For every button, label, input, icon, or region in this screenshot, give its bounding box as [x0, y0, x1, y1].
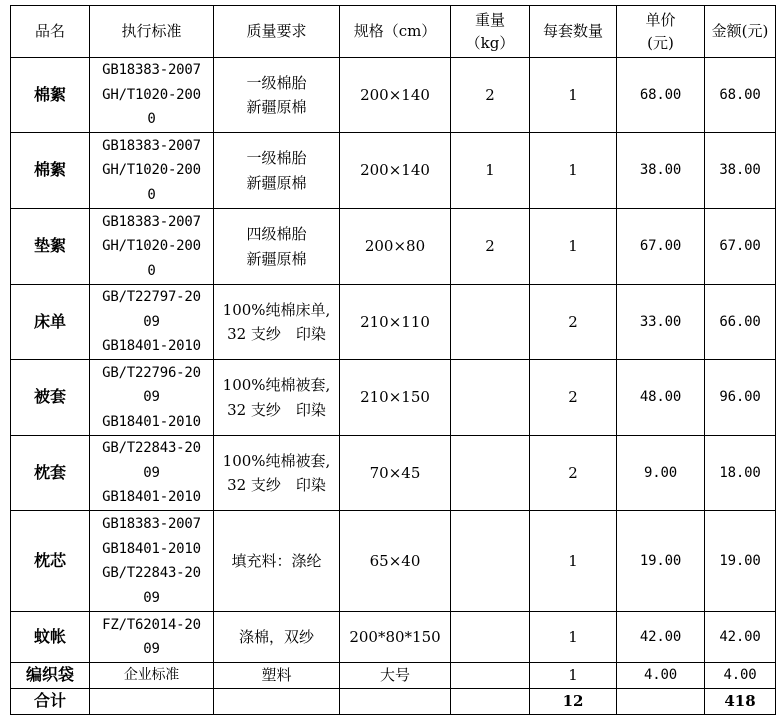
- item-amount: 66.00: [705, 285, 776, 360]
- item-qty: 1: [530, 58, 617, 133]
- item-quality-line: 32 支纱 印染: [227, 476, 326, 494]
- item-amount: 42.00: [705, 612, 776, 663]
- total-row: [11, 688, 776, 714]
- item-name: 垫絮: [11, 209, 90, 285]
- total-amount: 418: [705, 688, 776, 714]
- item-spec: 200×80: [340, 209, 451, 285]
- table-row: [11, 511, 776, 612]
- header-quality: 质量要求: [214, 6, 340, 58]
- item-price: 68.00: [617, 58, 705, 133]
- item-standard-line: GH/T1020-200: [102, 238, 201, 255]
- item-quality-line: 100%纯棉床单,: [222, 300, 331, 319]
- item-name: 床单: [11, 285, 90, 360]
- header-spec: 规格（cm）: [340, 6, 451, 58]
- item-quality: [214, 436, 340, 511]
- total-empty-standard: [90, 688, 214, 714]
- item-standard-line: 0: [147, 111, 156, 128]
- item-standard-line: GB/T22797-20: [102, 289, 201, 306]
- item-name: 棉絮: [11, 133, 90, 209]
- item-quality-line: 塑料: [261, 666, 292, 684]
- total-empty-quality: [214, 688, 340, 714]
- item-name: 被套: [11, 360, 90, 436]
- item-spec: 65×40: [340, 511, 451, 612]
- item-quality-line: 填充料：涤纶: [231, 551, 322, 570]
- item-weight: 2: [451, 209, 530, 285]
- item-name: 编织袋: [11, 663, 90, 689]
- bedding-price-table: [10, 5, 776, 715]
- item-standard: [90, 436, 214, 511]
- header-amount: 金额(元): [705, 6, 776, 58]
- item-price: 67.00: [617, 209, 705, 285]
- item-standard: [90, 133, 214, 209]
- item-amount: 19.00: [705, 511, 776, 612]
- item-amount: 4.00: [705, 663, 776, 689]
- item-quality-line: 涤棉，双纱: [238, 627, 314, 646]
- item-qty: 2: [530, 436, 617, 511]
- item-standard-line: GB/T22796-20: [102, 364, 201, 381]
- item-name: 枕芯: [11, 511, 90, 612]
- item-quality-line: 一级棉胎: [246, 149, 307, 167]
- item-qty: 1: [530, 663, 617, 689]
- item-quality: [214, 209, 340, 285]
- item-price: 9.00: [617, 436, 705, 511]
- table-row: [11, 612, 776, 663]
- item-qty: 1: [530, 511, 617, 612]
- item-spec: 70×45: [340, 436, 451, 511]
- item-standard-line: 企业标准: [123, 667, 180, 683]
- header-price: 单价 (元): [617, 6, 705, 58]
- item-weight: [451, 285, 530, 360]
- item-spec: 大号: [340, 663, 451, 689]
- item-weight: [451, 663, 530, 689]
- item-quality-line: 新疆原棉: [246, 173, 307, 192]
- item-standard-line: GB/T22843-20: [102, 565, 201, 581]
- item-amount: 38.00: [705, 133, 776, 209]
- item-weight: [451, 511, 530, 612]
- item-qty: 2: [530, 285, 617, 360]
- item-standard-line: GH/T1020-200: [102, 162, 201, 179]
- item-amount: 96.00: [705, 360, 776, 436]
- item-standard-line: GB18401-2010: [102, 489, 201, 506]
- table-row: [11, 209, 776, 285]
- item-standard-line: 09: [143, 641, 160, 657]
- item-weight: 2: [451, 58, 530, 133]
- table-row: [11, 663, 776, 689]
- item-standard: [90, 58, 214, 133]
- item-standard: [90, 663, 214, 689]
- table-row: [11, 436, 776, 511]
- item-weight: 1: [451, 133, 530, 209]
- item-standard: [90, 285, 214, 360]
- header-name: 品名: [11, 6, 90, 58]
- item-standard-line: 09: [143, 389, 160, 406]
- item-standard-line: GB18383-2007: [102, 213, 201, 230]
- item-quality-line: 四级棉胎: [246, 225, 307, 243]
- item-name: 枕套: [11, 436, 90, 511]
- item-standard-line: 09: [143, 464, 160, 481]
- item-quality-line: 新疆原棉: [246, 98, 307, 116]
- item-standard: [90, 511, 214, 612]
- item-quality-line: 一级棉胎: [246, 73, 307, 92]
- table-row: [11, 360, 776, 436]
- item-standard-line: GB18401-2010: [102, 540, 201, 557]
- item-qty: 1: [530, 209, 617, 285]
- total-empty-spec: [340, 688, 451, 714]
- item-quality: [214, 133, 340, 209]
- item-standard-line: GH/T1020-200: [102, 86, 201, 103]
- item-amount: 67.00: [705, 209, 776, 285]
- item-standard-line: GB18383-2007: [102, 62, 201, 79]
- item-quality: [214, 285, 340, 360]
- item-qty: 1: [530, 612, 617, 663]
- item-weight: [451, 612, 530, 663]
- item-quality-line: 32 支纱 印染: [227, 325, 326, 343]
- item-standard-line: GB18401-2010: [102, 413, 201, 430]
- item-quality: [214, 612, 340, 663]
- header-standard: 执行标准: [90, 6, 214, 58]
- item-standard-line: GB18383-2007: [102, 516, 201, 532]
- item-qty: 2: [530, 360, 617, 436]
- item-standard-line: 0: [147, 262, 156, 279]
- item-quality: [214, 511, 340, 612]
- total-label: 合计: [11, 688, 90, 714]
- item-weight: [451, 436, 530, 511]
- total-qty: 12: [530, 688, 617, 714]
- item-quality: [214, 360, 340, 436]
- item-price: 19.00: [617, 511, 705, 612]
- item-quality-line: 32 支纱 印染: [227, 400, 326, 419]
- item-quality: [214, 58, 340, 133]
- item-spec: 200×140: [340, 133, 451, 209]
- item-quality-line: 100%纯棉被套,: [222, 451, 331, 470]
- item-quality-line: 新疆原棉: [246, 249, 307, 268]
- item-price: 38.00: [617, 133, 705, 209]
- item-spec: 200*80*150: [340, 612, 451, 663]
- item-spec: 210×110: [340, 285, 451, 360]
- item-quality: [214, 663, 340, 689]
- table-row: [11, 285, 776, 360]
- header-weight: 重量 （kg）: [451, 6, 530, 58]
- item-weight: [451, 360, 530, 436]
- item-price: 33.00: [617, 285, 705, 360]
- item-name: 蚊帐: [11, 612, 90, 663]
- item-standard: [90, 209, 214, 285]
- item-standard-line: GB/T22843-20: [102, 440, 201, 457]
- item-amount: 68.00: [705, 58, 776, 133]
- item-standard: [90, 612, 214, 663]
- table-row: [11, 58, 776, 133]
- item-price: 42.00: [617, 612, 705, 663]
- item-price: 4.00: [617, 663, 705, 689]
- item-standard-line: GB18401-2010: [102, 338, 201, 355]
- item-name: 棉絮: [11, 58, 90, 133]
- item-standard-line: FZ/T62014-20: [102, 616, 201, 633]
- item-price: 48.00: [617, 360, 705, 436]
- item-quality-line: 100%纯棉被套,: [222, 376, 331, 394]
- header-qty: 每套数量: [530, 6, 617, 58]
- item-standard-line: 09: [143, 589, 160, 606]
- total-empty-weight: [451, 688, 530, 714]
- item-spec: 210×150: [340, 360, 451, 436]
- item-amount: 18.00: [705, 436, 776, 511]
- table-row: [11, 133, 776, 209]
- header-row: [11, 6, 776, 58]
- item-standard: [90, 360, 214, 436]
- item-spec: 200×140: [340, 58, 451, 133]
- item-standard-line: GB18383-2007: [102, 137, 201, 154]
- total-empty-price: [617, 688, 705, 714]
- item-standard-line: 0: [147, 186, 156, 203]
- item-qty: 1: [530, 133, 617, 209]
- item-standard-line: 09: [143, 313, 160, 330]
